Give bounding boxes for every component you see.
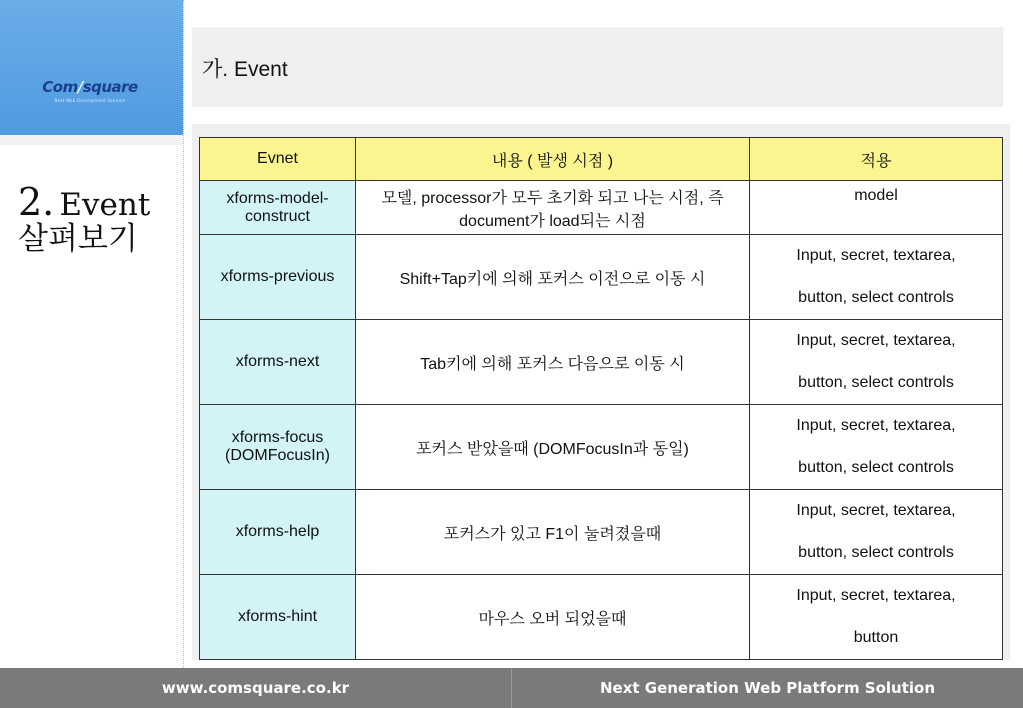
event-name-cell: xforms-model-construct bbox=[200, 181, 356, 235]
section-title-word: Event bbox=[59, 187, 151, 223]
sidebar-logo-panel bbox=[0, 0, 183, 135]
header-band bbox=[192, 27, 1003, 107]
footer-bar bbox=[0, 668, 1023, 708]
footer-url[interactable]: www.comsquare.co.kr bbox=[161, 679, 350, 697]
logo-suffix: square bbox=[82, 78, 138, 96]
event-name-cell: xforms-help bbox=[200, 490, 356, 575]
column-header-applies: 적용 bbox=[750, 138, 1003, 181]
event-applies-cell bbox=[750, 405, 1003, 490]
applies-line2: button, select controls bbox=[798, 289, 954, 306]
footer-slogan: Next Generation Web Platform Solution bbox=[599, 679, 936, 697]
logo-swoosh-icon: / bbox=[77, 78, 83, 96]
applies-line1: Input, secret, textarea, bbox=[796, 502, 956, 519]
table-row bbox=[200, 320, 1003, 405]
applies-line2: button, select controls bbox=[798, 459, 954, 476]
event-description-cell: 마우스 오버 되었을때 bbox=[356, 575, 750, 660]
event-applies-cell bbox=[750, 235, 1003, 320]
event-description-cell: 포커스 받았을때 (DOMFocusIn과 동일) bbox=[356, 405, 750, 490]
sidebar-dotted-divider bbox=[183, 0, 185, 668]
event-applies-cell bbox=[750, 320, 1003, 405]
section-number: 2. bbox=[18, 180, 55, 224]
applies-line2: button bbox=[853, 629, 899, 646]
column-header-description: 내용 ( 발생 시점 ) bbox=[356, 138, 750, 181]
event-description-cell: Tab키에 의해 포커스 다음으로 이동 시 bbox=[356, 320, 750, 405]
event-name-cell: xforms-previous bbox=[200, 235, 356, 320]
table-row bbox=[200, 575, 1003, 660]
logo-tagline: Next Web Development Solution bbox=[54, 98, 126, 103]
event-name-cell: xforms-hint bbox=[200, 575, 356, 660]
comsquare-logo bbox=[40, 78, 140, 118]
section-title-line2: 살펴보기 bbox=[18, 220, 138, 257]
page-title: 가. Event bbox=[202, 58, 288, 81]
event-name-cell: xforms-next bbox=[200, 320, 356, 405]
table-header-row bbox=[200, 138, 1003, 181]
applies-line2: button, select controls bbox=[798, 544, 954, 561]
event-description-cell: Shift+Tap키에 의해 포커스 이전으로 이동 시 bbox=[356, 235, 750, 320]
event-description-cell: 모델, processor가 모두 초기화 되고 나는 시점, 즉 document가 load되는 시점 bbox=[356, 181, 750, 235]
applies-line1: Input, secret, textarea, bbox=[796, 332, 956, 349]
table-row bbox=[200, 405, 1003, 490]
event-applies-cell bbox=[750, 575, 1003, 660]
events-table bbox=[199, 137, 1003, 660]
table-row bbox=[200, 490, 1003, 575]
column-header-event: Evnet bbox=[200, 138, 356, 181]
applies-line1: Input, secret, textarea, bbox=[796, 417, 956, 434]
applies-line2: button, select controls bbox=[798, 374, 954, 391]
applies-line1: model bbox=[854, 187, 898, 204]
event-applies-cell bbox=[750, 490, 1003, 575]
event-name-cell: xforms-focus (DOMFocusIn) bbox=[200, 405, 356, 490]
logo-prefix: Com bbox=[42, 78, 78, 96]
event-applies-cell bbox=[750, 181, 1003, 235]
table-row bbox=[200, 181, 1003, 235]
applies-line1: Input, secret, textarea, bbox=[796, 587, 956, 604]
section-title bbox=[18, 180, 183, 257]
applies-line1: Input, secret, textarea, bbox=[796, 247, 956, 264]
table-row bbox=[200, 235, 1003, 320]
event-description-cell: 포커스가 있고 F1이 눌려졌을때 bbox=[356, 490, 750, 575]
logo-wordmark bbox=[40, 78, 140, 96]
sidebar-divider-strip bbox=[0, 135, 183, 145]
